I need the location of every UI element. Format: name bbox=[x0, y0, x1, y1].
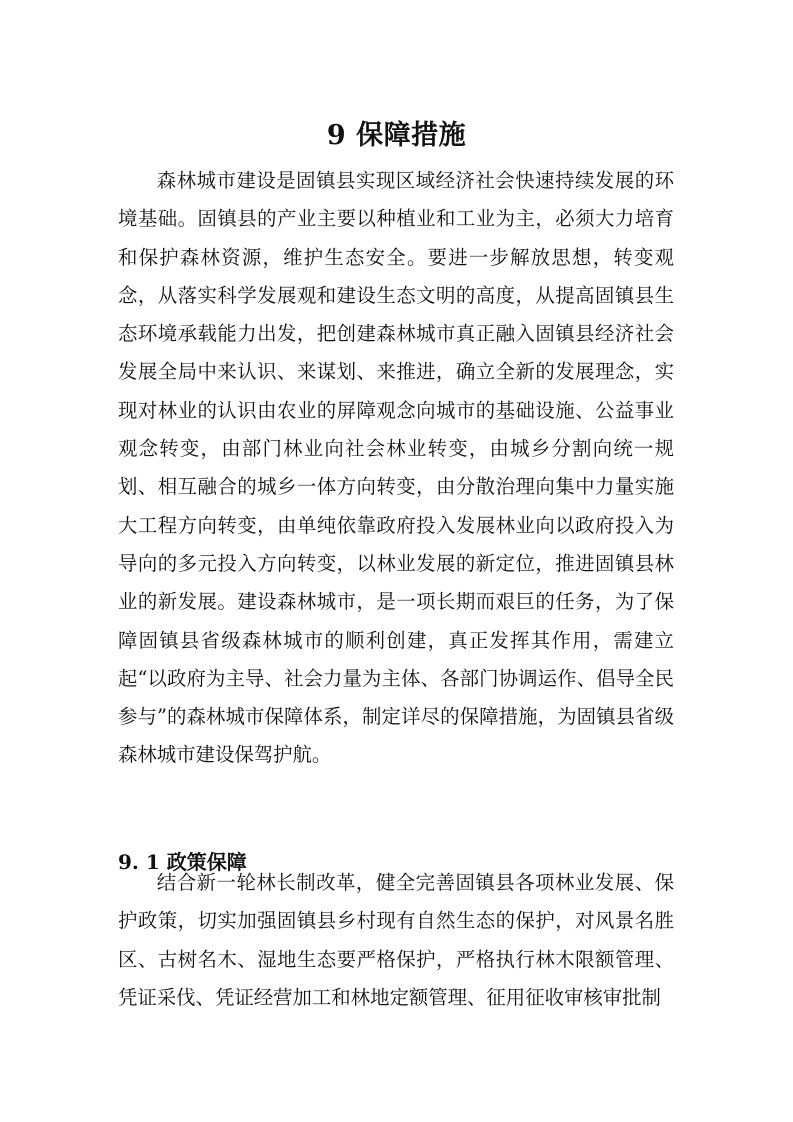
section-paragraph: 结合新一轮林长制改革，健全完善固镇县各项林业发展、保护政策，切实加强固镇县乡村现有自然生态的保护，对风景名胜区、古树名木、湿地生态要严格保护，严格执行林木限额管理、凭证采伐、凭证经营加工和林地定额管理、征用征收审核审批制 bbox=[118, 871, 674, 1009]
intro-paragraph: 森林城市建设是固镇县实现区域经济社会快速持续发展的环境基础。固镇县的产业主要以种植业和工业为主，必须大力培育和保护森林资源，维护生态安全。要进一步解放思想，转变观念，从落实科学发展观和建设生态文明的高度，从提高固镇县生态环境承载能力出发，把创建森林城市真正融入固镇县经济社会发展全局中来认识、来谋划、来推进，确立全新的发展理念，实现对林业的认识由农业的屏障观念向城市的基础设施、公益事业观念转变，由部门林业向社会林业转变，由城乡分割向统一规划、相互融合的城乡一体方向转变，由分散治理向集中力量实施大工程方向转变，由单纯依靠政府投入发展林业向以政府投入为导向的多元投入方向转变，以林业发展的新定位，推进固镇县林业的新发展。建设森林城市，是一项长期而艰巨的任务，为了保障固镇县省级森林城市的顺利创建，真正发挥其作用，需建立起“以政府为主导、社会力量为主体、各部门协调运作、倡导全民参与”的森林城市保障体系，制定详尽的保障措施，为固镇县省级森林城市建设保驾护航。 bbox=[118, 169, 674, 767]
section-body bbox=[118, 864, 674, 1017]
chapter-title: 9 保障措施 bbox=[326, 120, 467, 152]
section-heading-policy: 9. 1 政策保障 bbox=[118, 849, 247, 874]
intro-body bbox=[118, 162, 674, 775]
